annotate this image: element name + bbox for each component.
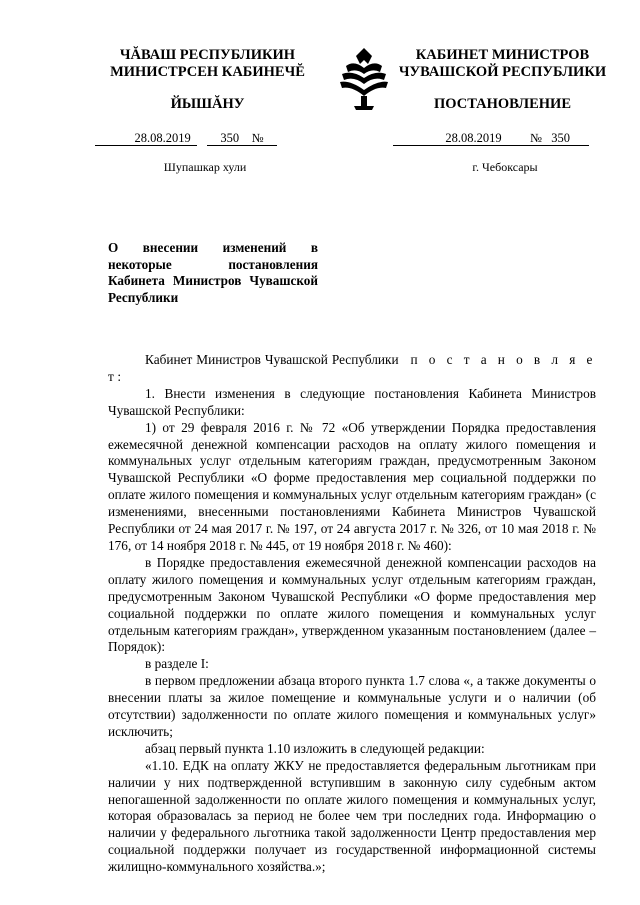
document-title: О внесении изменений в некоторые постановления Кабинета Министров Чувашской Республики [108,240,318,305]
date-right-field [393,131,511,146]
document-body [108,352,596,876]
date-right: 28.08.2019 [445,131,502,145]
intro-paragraph [108,352,596,386]
header-right [390,47,615,81]
number-sign-right: № [529,131,542,145]
date-left-field [95,131,197,146]
paragraph-3: в Порядке предоставления ежемесячной денежной компенсации расходов на оплату жилого помещения и коммунальных услуг отдельным категориям граждан, предусмотренным Законом Чувашской Республики «О форме предоставления мер социальной поддержки по оплате жилого помещения и коммунальных услуг отдельным категориям граждан», утвержденном указанным постановлением (далее – Порядок): [108,554,596,655]
number-left: 350 [220,131,240,145]
date-left: 28.08.2019 [134,131,191,145]
header-left-line1: ЧĂВАШ РЕСПУБЛИКИН [119,47,296,63]
paragraph-2: 1) от 29 февраля 2016 г. № 72 «Об утверждении Порядка предоставления ежемесячной денежной компенсации расходов на оплату жилого помещения и коммунальных услуг отдельным категориям граждан, предусмотренным Законом Чувашской Республики «О форме предоставления мер социальной поддержки по оплате жилого помещения и коммунальных услуг отдельным категориям граждан» (с изменениями, внесенными постановлениями Кабинета Министров Чувашской Республики от 24 мая 2017 г. № 197, от 24 августа 2017 г. № 326, от 10 мая 2018 г. № 176, от 14 ноября 2018 г. № 445, от 19 ноября 2018 г. № 460): [108,419,596,553]
place-russian: г. Чебоксары [472,160,538,174]
number-right: 350 [551,131,571,145]
number-right-field [511,131,589,146]
paragraph-1: 1. Внести изменения в следующие постановления Кабинета Министров Чувашской Республики: [108,385,596,418]
coat-of-arms-emblem [332,42,396,112]
doc-kind-chuvash: ЙЫШĂНУ [170,96,245,112]
paragraph-5: в первом предложении абзаца второго пункта 1.7 слова «, а также документы о внесении платы за жилое помещение и коммунальные услуги и о наличии (об отсутствии) задолженности по оплате жилого помещения и коммунальных услуг» исключить; [108,673,596,739]
doc-kind-russian: ПОСТАНОВЛЕНИЕ [433,96,571,112]
paragraph-7: «1.10. ЕДК на оплату ЖКУ не предоставляется федеральным льготникам при наличии у них подтвержденной вступившим в законную силу судебным актом непогашенной задолженности по оплате жилого помещения и коммунальных услуг, которая образовалась за период не более чем три последних года. Информацию о наличии у федерального льготника такой задолженности Центр предоставления мер социальной поддержки получает из государственной информационной системы жилищно-коммунального хозяйства.»; [108,757,596,875]
number-left-field [207,131,277,146]
intro-text: Кабинет Министров Чувашской Республики [145,352,399,367]
intro-decree-word: п о с т а н о в л я е т: [108,352,596,384]
paragraph-6: абзац первый пункта 1.10 изложить в следующей редакции: [145,740,485,756]
paragraph-4: в разделе I: [145,656,209,672]
number-sign-left: № [251,131,264,145]
date-number-right [393,131,623,146]
date-number-left [95,131,325,146]
header-left-line2: МИНИСТРСЕН КАБИНЕЧĔ [110,64,305,80]
header-right-line2: ЧУВАШСКОЙ РЕСПУБЛИКИ [398,64,607,80]
header-left [95,47,320,81]
header-right-line1: КАБИНЕТ МИНИСТРОВ [415,47,590,63]
place-chuvash: Шупашкар хули [163,160,247,174]
